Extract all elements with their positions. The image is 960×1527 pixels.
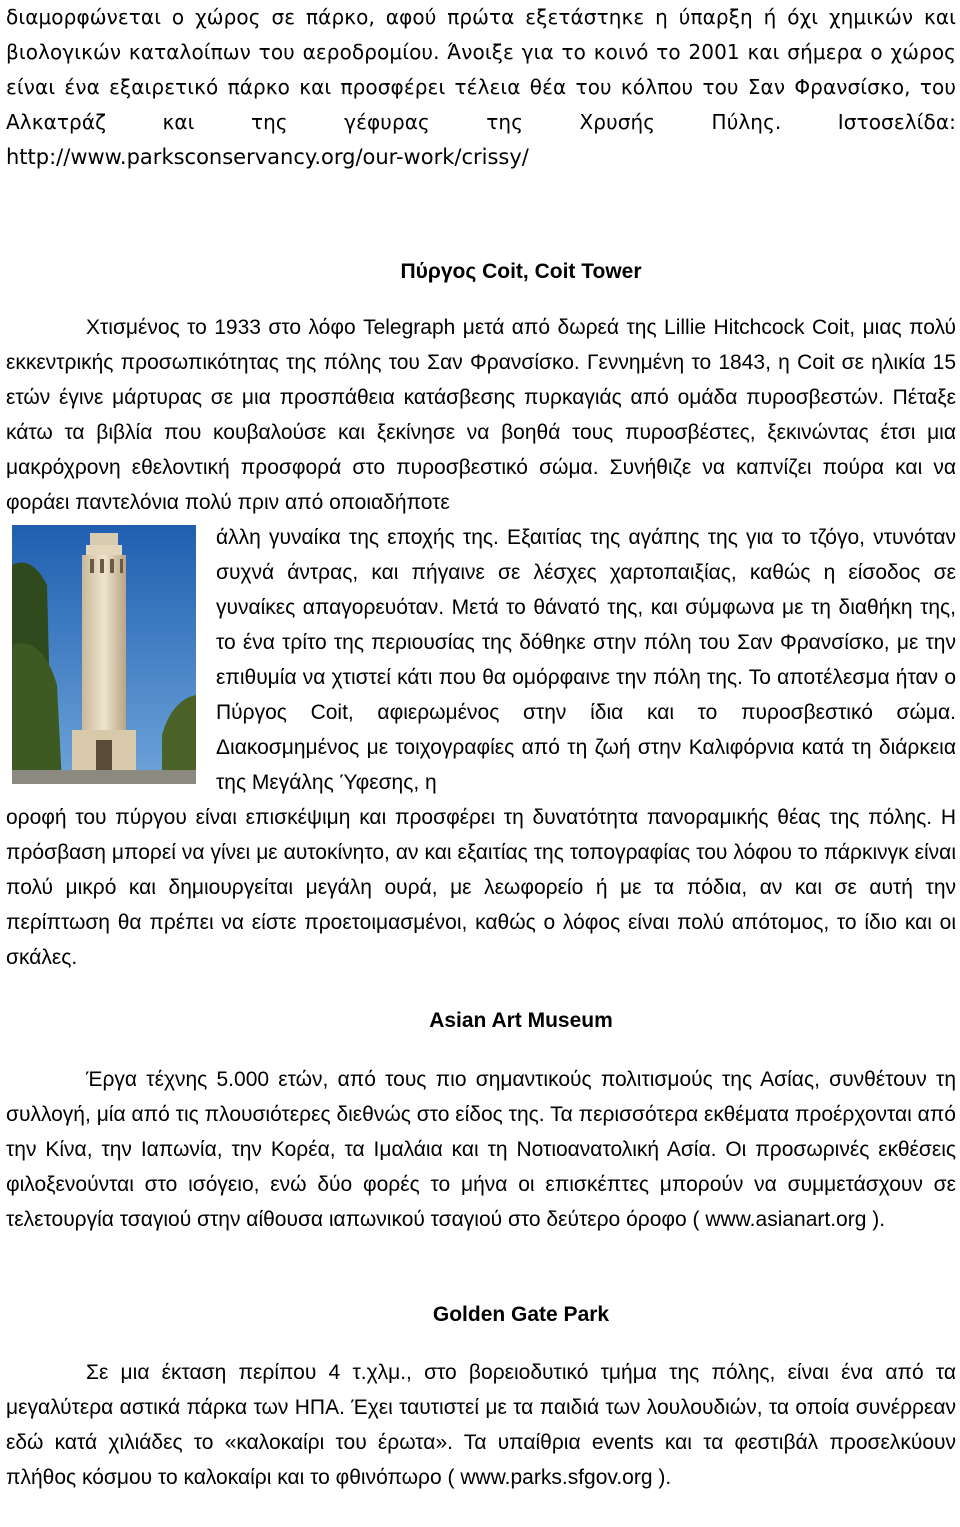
intro-line-4: Αλκατράζ και της γέφυρας της Χρυσής Πύλης. Ιστοσελίδα: bbox=[6, 110, 956, 134]
coit-paragraph-1: Χτισμένος το 1933 στο λόφο Telegraph μετά από δωρεά της Lillie Hitchcock Coit, μιας πολύ εκκεντρικής προσωπικότητας της πόλης του Σαν Φρανσίσκο. Γεννημένη το 1843, η Coit σε ηλικία 15 ετών έγινε μάρτυρας σε μια προσπάθεια κατάσβεσης πυρκαγιάς από ομάδα πυροσβεστών. Πέταξε κάτω τα βιβλία που κουβαλούσε και ξεκίνησε να βοηθά τους πυροσβέστες, ξεκινώντας έτσι μια μακρόχρονη εθελοντική προσφορά στο πυροσβεστικό σώμα. Συνήθιζε να καπνίζει πούρα και να φοράει παντελόνια πολύ πριν από οποιαδήποτε bbox=[6, 316, 956, 514]
intro-line-3: είναι ένα εξαιρετικό πάρκο και προσφέρει τέλεια θέα του κόλπου του Σαν Φρανσίσκο, του bbox=[6, 75, 956, 99]
asian-art-museum-paragraph: Έργα τέχνης 5.000 ετών, από τους πιο σημαντικούς πολιτισμούς της Ασίας, συνθέτουν τη συλλογή, μία από τις πλουσιότερες διεθνώς στο είδος της. Τα περισσότερα εκθέματα προέρχονται από την Κίνα, την Ιαπωνία, την Κορέα, τα Ιμαλάια και τη Νοτιοανατολική Ασία. Οι προσωρινές εκθέσεις φιλοξενούνται στο ισόγειο, ενώ δύο φορές το μήνα οι επισκέπτες μπορούν να συμμετάσχουν σε τελετουργία τσαγιού στην αίθουσα ιαπωνικού τσαγιού στο δεύτερο όροφο ( www.asianart.org ). bbox=[6, 1068, 956, 1231]
golden-gate-park-paragraph: Σε μια έκταση περίπου 4 τ.χλμ., στο βορειοδυτικό τμήμα της πόλης, είναι ένα από τα μεγαλύτερα αστικά πάρκα των ΗΠΑ. Έχει ταυτιστεί με τα παιδιά των λουλουδιών, τα οποία συνέρρεαν εδώ κατά χιλιάδες το «καλοκαίρι του έρωτα». Τα υπαίθρια events και τα φεστιβάλ προσελκύουν πλήθος κόσμου το καλοκαίρι και το φθινόπωρο ( www.parks.sfgov.org ). bbox=[6, 1361, 956, 1489]
intro-line-1: διαμορφώνεται ο χώρος σε πάρκο, αφού πρώτα εξετάστηκε η ύπαρξη ή όχι χημικών και bbox=[6, 5, 956, 29]
intro-line-2: βιολογικών καταλοίπων του αεροδρομίου. Άνοιξε για το κοινό το 2001 και σήμερα ο χώρος bbox=[6, 40, 956, 64]
coit-paragraph-2: οροφή του πύργου είναι επισκέψιμη και προσφέρει τη δυνατότητα πανοραμικής θέας της πόλης. Η πρόσβαση μπορεί να γίνει με αυτοκίνητο, αν και εξαιτίας της τοπογραφίας του λόφου το πάρκινγκ είναι πολύ μικρό και δημιουργείται μεγάλη ουρά, με λεωφορείο ή με τα πόδια, αν και σε αυτή την περίπτωση θα πρέπει να είστε προετοιμασμένοι, καθώς ο λόφος είναι πολύ απότομος, το ίδιο και οι σκάλες. bbox=[6, 806, 956, 969]
coit-tower-photo bbox=[12, 525, 196, 784]
intro-paragraph bbox=[6, 0, 956, 175]
crissy-url-link[interactable]: http://www.parksconservancy.org/our-work/crissy/ bbox=[6, 145, 529, 169]
coit-wrap-text: άλλη γυναίκα της εποχής της. Εξαιτίας της αγάπης της για το τζόγο, ντυνόταν συχνά άντρας, και πήγαινε σε λέσχες χαρτοπαιξίας, καθώς η είσοδος σε γυναίκες απαγορευόταν. Μετά το θάνατό της, και σύμφωνα με τη διαθήκη της, το ένα τρίτο της περιουσίας της δόθηκε στην πόλη του Σαν Φρανσίσκο, με την επιθυμία να χτιστεί κάτι που θα ομόρφαινε την πόλη της. Το αποτέλεσμα ήταν ο Πύργος Coit, αφιερωμένος στην ίδια και το πυροσβεστικό σώμα. Διακοσμημένος με τοιχογραφίες από τη ζωή στην Καλιφόρνια κατά τη διάρκεια της Μεγάλης Ύφεσης, η bbox=[216, 526, 956, 794]
asian-art-museum-heading: Asian Art Museum bbox=[429, 1009, 613, 1032]
golden-gate-park-heading: Golden Gate Park bbox=[432, 1303, 610, 1326]
coit-tower-heading: Πύργος Coit, Coit Tower bbox=[400, 260, 642, 283]
